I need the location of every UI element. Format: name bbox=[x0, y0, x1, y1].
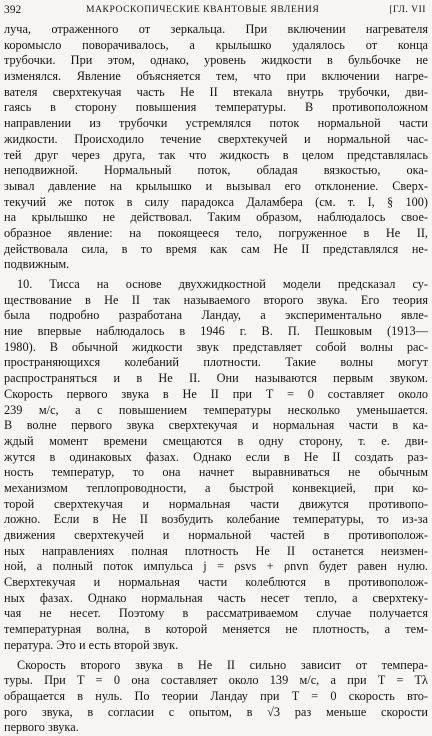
chapter-label: [ГЛ. VII bbox=[389, 4, 426, 15]
text-line: Скорость первого звука в He II при T = 0 составляет около bbox=[4, 386, 428, 401]
text-line: Сверхтекучая и нормальная части колеблются в противополож- bbox=[4, 575, 428, 590]
text-line: распространяться и в He II. Они называются первым звуком. bbox=[4, 371, 428, 386]
text-line: гаясь в сторону повышения температуры. В противоположном bbox=[4, 100, 428, 115]
text-line: чая не несет. Поэтому в рассматриваемом случае получается bbox=[4, 606, 428, 621]
text-line: изменялся. Явление объясняется тем, что при включении нагре- bbox=[4, 69, 428, 84]
text-line: ложно. Если в He II возбудить колебание температуры, то из-за bbox=[4, 512, 428, 527]
running-head: МАКРОСКОПИЧЕСКИЕ КВАНТОВЫЕ ЯВЛЕНИЯ bbox=[86, 4, 320, 15]
text-line: пература. Это и есть второй звук. bbox=[4, 637, 179, 652]
page-number: 392 bbox=[4, 4, 22, 16]
text-line: первого звука. bbox=[4, 720, 79, 735]
text-line: 239 м/с, а с повышением температуры несколько уменьшается. bbox=[4, 402, 428, 417]
body-text bbox=[4, 22, 428, 736]
text-line: текучий же поток в силу парадокса Даламбера (см. т. I, § 100) bbox=[4, 194, 428, 209]
text-line: на крылышко не действовал. Таким образом, наблюдалось свое- bbox=[4, 210, 428, 225]
text-line: тей друг через друга, так что жидкость в целом представлялась bbox=[4, 147, 428, 162]
text-line: подвижным. bbox=[4, 257, 70, 272]
text-line: неподвижной. Нормальный поток, обладая вязкостью, ока- bbox=[4, 163, 428, 178]
text-line: образное явление: на покоящееся тело, погруженное в He II, bbox=[4, 225, 428, 240]
paragraph bbox=[4, 277, 428, 654]
text-line: механизмом теплопроводности, а быстрой конвекцией, при ко- bbox=[4, 480, 428, 495]
text-line: коромысло поворачивалось, а крылышко удалялось от конца bbox=[4, 37, 428, 52]
text-line: торой сверхтекучая и нормальная части движутся противопо- bbox=[4, 496, 428, 511]
text-line: пространяющихся колебаний плотности. Такие волны могут bbox=[4, 355, 428, 370]
text-line: туры. При T = 0 она составляет около 139 м/с, а при T = Tλ bbox=[4, 673, 428, 688]
text-line: рого звука, в согласии с опытом, в √3 раз меньше скорости bbox=[4, 704, 428, 719]
page-header bbox=[0, 0, 432, 22]
text-line: движения сверхтекучей и нормальной частей в противополож- bbox=[4, 528, 428, 542]
text-line: ность температур, то она начнет выравниваться не обычным bbox=[4, 465, 428, 480]
text-line: трубочки. При этом, однако, уровень жидкости в бульбочке не bbox=[4, 53, 428, 68]
text-line: ществование в He II так называемого второго звука. Его теория bbox=[4, 292, 428, 307]
text-line: была подробно разработана Ландау, а экспериментально явле- bbox=[4, 308, 428, 323]
text-line: жидкости. Происходило течение сверхтекучей и нормальной час- bbox=[4, 131, 428, 146]
text-line: направлении из трубочки устремлялся поток нормальной части bbox=[4, 116, 428, 131]
text-line: жутся в одинаковых фазах. Однако если в He II создать раз- bbox=[4, 449, 428, 464]
text-line: зывал давление на крылышко и вызывал его отклонение. Сверх- bbox=[4, 178, 428, 193]
text-line: ние впервые наблюдалось в 1946 г. В. П. Пешковым (1913— bbox=[4, 324, 428, 339]
text-line: 1980). В обычной жидкости звук представляет собой волны рас- bbox=[4, 339, 428, 354]
paragraph bbox=[4, 658, 428, 736]
text-line: ной, а полный поток импульса j = ρsvs + ρnvn будет равен нулю. bbox=[4, 559, 428, 574]
paragraph bbox=[4, 22, 428, 273]
text-line: 10. Тисса на основе двухжидкостной модели предсказал су- bbox=[17, 277, 428, 291]
text-line: В волне первого звука сверхтекучая и нормальная части в ка- bbox=[4, 418, 428, 433]
text-line: ждый момент времени смещаются в одну сторону, т. е. дви- bbox=[4, 433, 428, 448]
text-line: температурная волна, в которой меняется не плотность, а тем- bbox=[4, 622, 428, 637]
text-line: луча, отраженного от зеркальца. При включении нагревателя bbox=[4, 22, 428, 36]
text-line: Скорость второго звука в He II сильно зависит от темпера- bbox=[17, 657, 428, 672]
text-line: вателя сверхтекучая часть He II втекала внутрь трубочки, дви- bbox=[4, 84, 428, 99]
text-line: ных фазах. Однако нормальная часть несет тепло, а сверхтеку- bbox=[4, 590, 428, 605]
text-line: ных направлениях полная плотность He II останется неизмен- bbox=[4, 543, 428, 558]
text-line: действовала сила, в то время как сам He II представлялся не- bbox=[4, 241, 428, 256]
text-line: обращается в нуль. По теории Ландау при T = 0 скорость вто- bbox=[4, 688, 428, 703]
